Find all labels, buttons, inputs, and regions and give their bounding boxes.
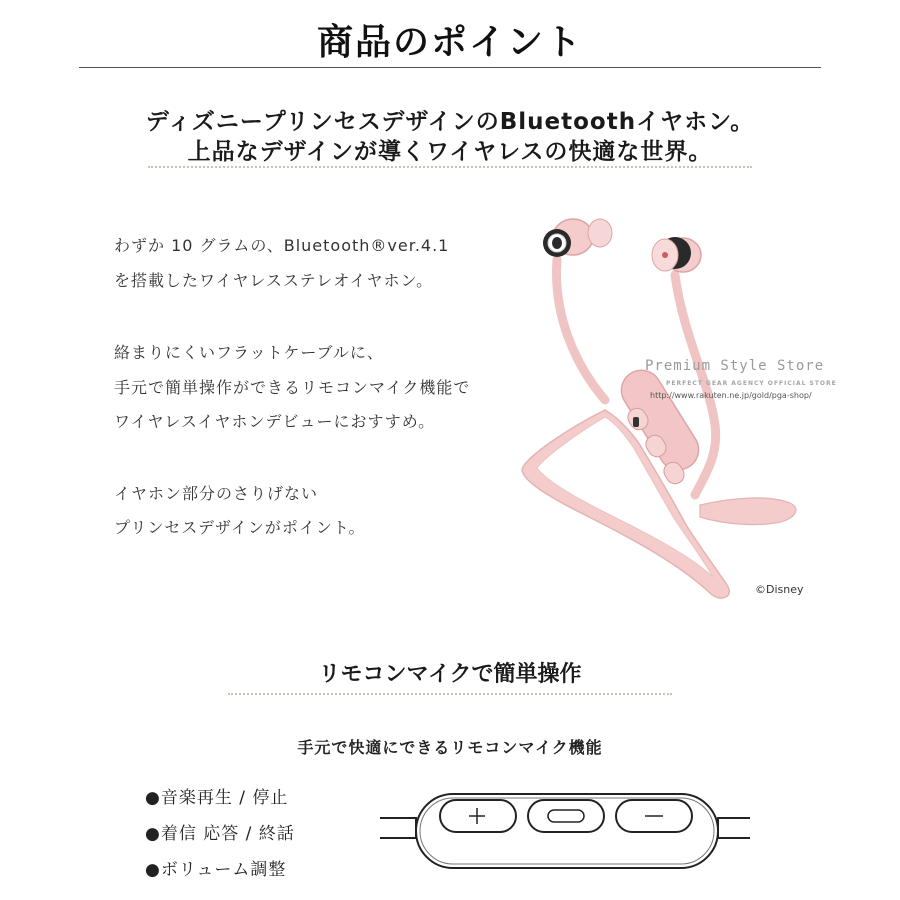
title-divider [79,67,821,68]
remote-section-title: リモコンマイクで簡単操作 [318,662,582,687]
plus-icon [440,800,516,832]
feature-item: ●ボリューム調整 [145,860,287,880]
earphones-product-image [505,205,835,605]
minus-icon [616,800,692,832]
description-line: 手元で簡単操作ができるリモコンマイク機能で [114,378,471,397]
description-line: を搭載したワイヤレスステレオイヤホン。 [114,271,434,290]
feature-item: ●着信 応答 / 終話 [145,824,295,844]
description-line: わずか 10 グラムの、Bluetooth®ver.4.1 [114,236,450,255]
left-earbud-image [543,219,612,257]
headline-dotted-divider [148,166,752,168]
remote-section-subtitle: 手元で快適にできるリモコンマイク機能 [297,738,603,757]
answer-icon [528,800,604,832]
description-line: 絡まりにくいフラットケーブルに、 [114,343,384,362]
right-earbud-image [652,237,701,272]
headline-line-2: 上品なデザインが導くワイヤレスの快適な世界。 [187,139,713,165]
remote-diagram [380,780,750,895]
description-line: プリンセスデザインがポイント。 [114,518,366,537]
store-watermark-subtitle: PERFECT GEAR AGENCY OFFICIAL STORE [666,380,837,387]
remote-section-dotted-divider [228,693,672,695]
store-watermark-title: Premium Style Store [645,358,825,374]
page-title: 商品のポイント [316,22,583,63]
copyright-text: ©Disney [755,583,804,596]
description-line: イヤホン部分のさりげない [114,484,319,503]
description-line: ワイヤレスイヤホンデビューにおすすめ。 [114,412,436,431]
feature-item: ●音楽再生 / 停止 [145,788,289,808]
store-watermark-url: http://www.rakuten.ne.jp/gold/pga-shop/ [650,391,812,400]
headline-line-1: ディズニープリンセスデザインのBluetoothイヤホン。 [145,109,755,135]
